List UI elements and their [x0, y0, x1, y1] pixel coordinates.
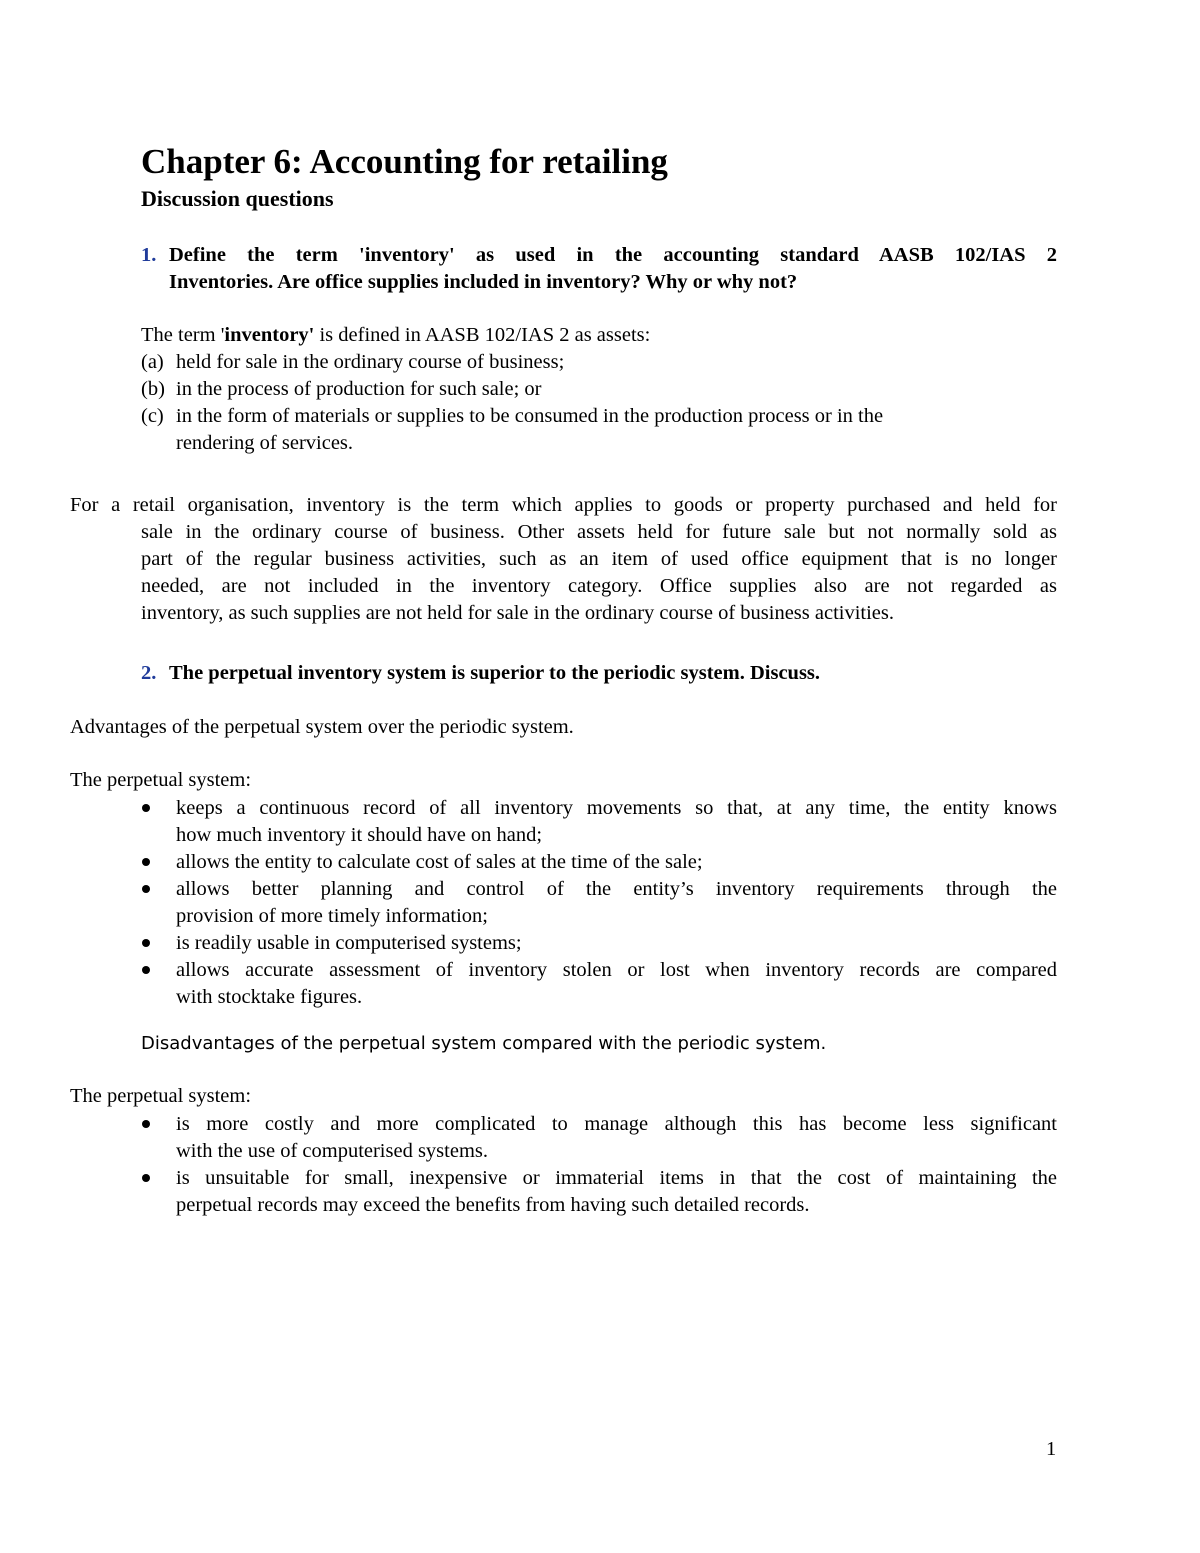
- bullet-icon: [142, 966, 150, 974]
- intro-text-bold: inventory': [224, 324, 315, 346]
- retail-paragraph-line-2: sale in the ordinary course of business. Other assets held for future sale but not normally sold as: [141, 521, 1057, 543]
- bullet-icon: [142, 804, 150, 812]
- chapter-title: Chapter 6: Accounting for retailing: [141, 142, 668, 181]
- bullet-icon: [142, 885, 150, 893]
- definition-marker-b: (b): [141, 378, 165, 400]
- question-1-number: [141, 242, 156, 269]
- advantage-1-line-1: keeps a continuous record of all inventory movements so that, at any time, the entity knows: [176, 797, 1057, 819]
- definition-text-a: held for sale in the ordinary course of business;: [176, 351, 565, 373]
- perpetual-system-label: The perpetual system:: [70, 1085, 252, 1107]
- definition-text-b: in the process of production for such sale; or: [176, 378, 542, 400]
- disadvantages-heading: Disadvantages of the perpetual system compared with the periodic system.: [141, 1033, 827, 1054]
- definition-text-c-continued: rendering of services.: [176, 432, 354, 454]
- advantage-5-line-1: allows accurate assessment of inventory stolen or lost when inventory records are compared: [176, 959, 1057, 981]
- advantage-5-line-2: with stocktake figures.: [176, 986, 363, 1008]
- intro-text-pre: The term ': [141, 324, 225, 346]
- definition-marker-a: (a): [141, 351, 164, 373]
- retail-paragraph-line-1: For a retail organisation, inventory is the term which applies to goods or property purchased and held for: [70, 494, 1057, 516]
- question-number: 2.: [141, 662, 157, 684]
- advantage-2-line-1: allows the entity to calculate cost of sales at the time of the sale;: [176, 851, 703, 873]
- question-1-line-1: Define the term 'inventory' as used in the accounting standard AASB 102/IAS 2: [169, 244, 1057, 266]
- disadvantage-1-line-1: is more costly and more complicated to manage although this has become less significant: [176, 1113, 1057, 1135]
- question-2-text: The perpetual inventory system is superior to the periodic system. Discuss.: [169, 662, 821, 684]
- definition-marker-c: (c): [141, 405, 164, 427]
- advantage-3-line-1: allows better planning and control of the entity’s inventory requirements through the: [176, 878, 1057, 900]
- bullet-icon: [142, 939, 150, 947]
- disadvantage-2-line-2: perpetual records may exceed the benefits from having such detailed records.: [176, 1194, 810, 1216]
- question-2-number: [141, 660, 156, 687]
- intro-text-post: is defined in AASB 102/IAS 2 as assets:: [314, 324, 651, 346]
- bullet-icon: [142, 1120, 150, 1128]
- retail-paragraph-line-4: needed, are not included in the inventory category. Office supplies also are not regarded as: [141, 575, 1057, 597]
- answer-1-intro: [141, 322, 650, 349]
- advantage-3-line-2: provision of more timely information;: [176, 905, 489, 927]
- disadvantage-2-line-1: is unsuitable for small, inexpensive or immaterial items in that the cost of maintaining the: [176, 1167, 1057, 1189]
- advantage-4-line-1: is readily usable in computerised systems;: [176, 932, 522, 954]
- advantage-1-line-2: how much inventory it should have on hand;: [176, 824, 543, 846]
- perpetual-system-label: The perpetual system:: [70, 769, 252, 791]
- question-1-line-2: Inventories. Are office supplies included in inventory? Why or why not?: [169, 271, 798, 293]
- advantages-heading: Advantages of the perpetual system over the periodic system.: [70, 716, 574, 738]
- question-number: 1.: [141, 244, 157, 266]
- definition-text-c: in the form of materials or supplies to be consumed in the production process or in the: [176, 405, 884, 427]
- section-title: Discussion questions: [141, 186, 334, 211]
- bullet-icon: [142, 1174, 150, 1182]
- bullet-icon: [142, 858, 150, 866]
- disadvantage-1-line-2: with the use of computerised systems.: [176, 1140, 489, 1162]
- retail-paragraph-line-5: inventory, as such supplies are not held for sale in the ordinary course of business activities.: [141, 602, 894, 624]
- retail-paragraph-line-3: part of the regular business activities, such as an item of used office equipment that is no longer: [141, 548, 1057, 570]
- page-number: 1: [1046, 1438, 1057, 1460]
